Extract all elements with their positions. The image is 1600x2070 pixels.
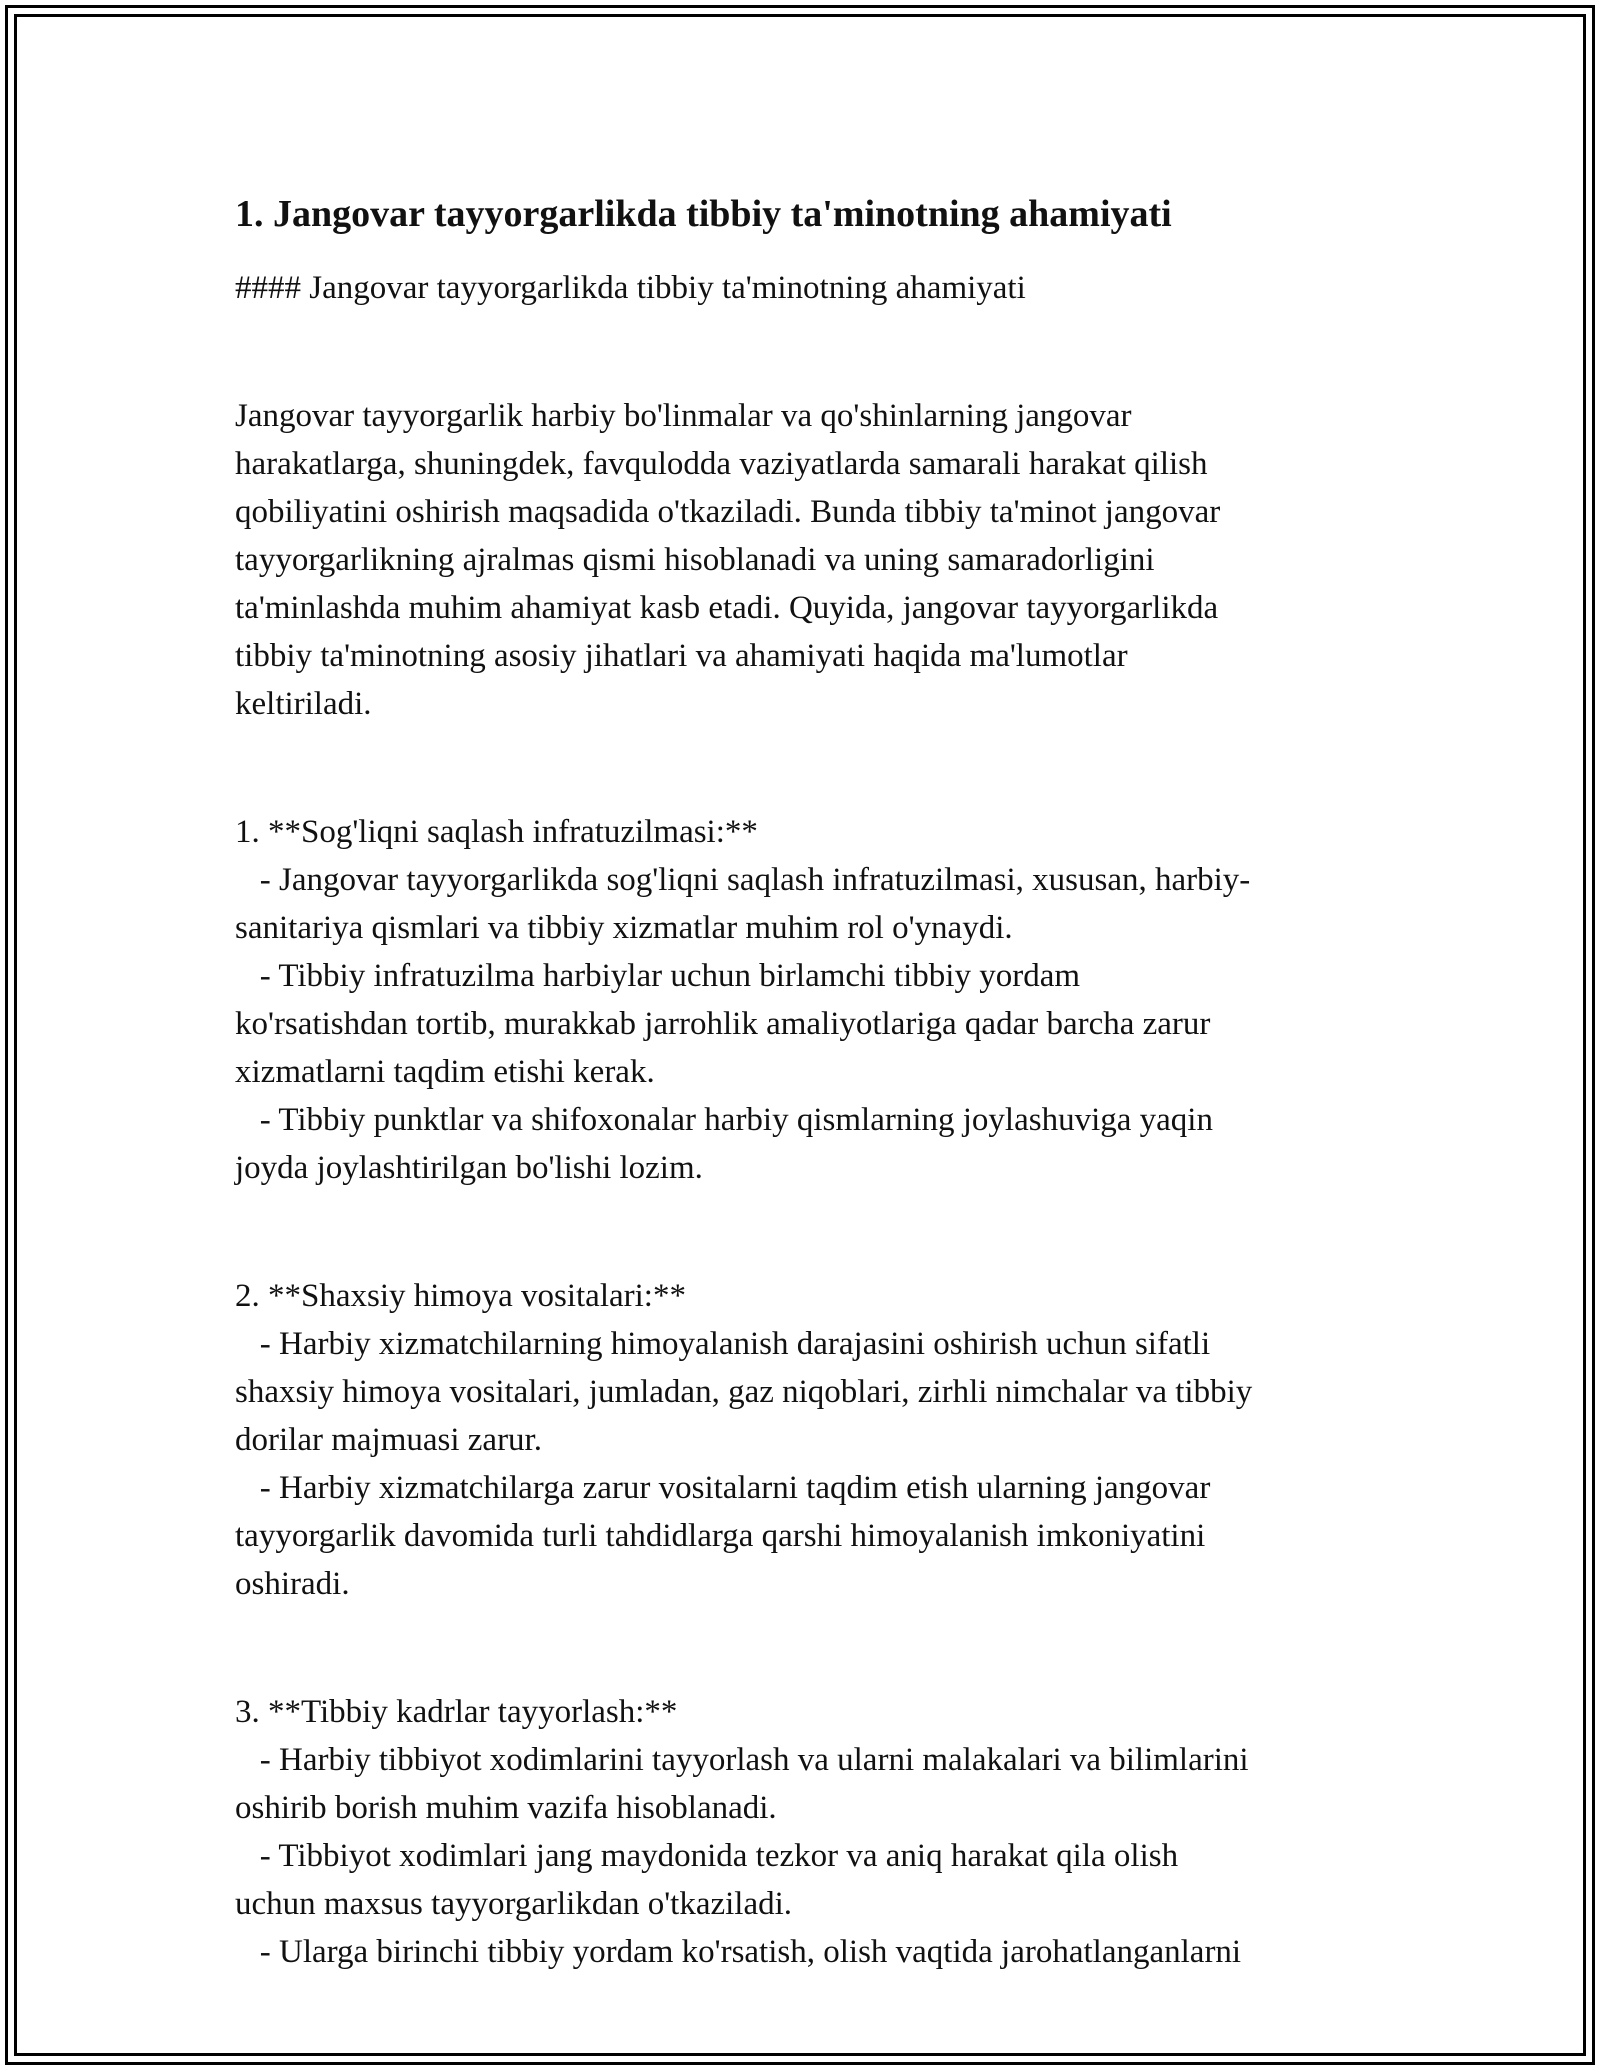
document-title: 1. Jangovar tayyorgarlikda tibbiy ta'minotning ahamiyati: [235, 193, 1172, 235]
text-line: - Tibbiy punktlar va shifoxonalar harbiy qismlarning joylashuviga yaqin: [235, 1102, 1213, 1138]
text-line: 2. **Shaxsiy himoya vositalari:**: [235, 1278, 686, 1314]
document-text: [235, 264, 1375, 1976]
text-line: tayyorgarlik davomida turli tahdidlarga qarshi himoyalanish imkoniyatini: [235, 1518, 1206, 1554]
text-line: sanitariya qismlari va tibbiy xizmatlar muhim rol o'ynaydi.: [235, 910, 1013, 946]
text-line: - Ularga birinchi tibbiy yordam ko'rsatish, olish vaqtida jarohatlanganlarni: [235, 1934, 1242, 1970]
text-line: harakatlarga, shuningdek, favqulodda vaziyatlarda samarali harakat qilish: [235, 446, 1208, 482]
blank-line: [235, 328, 1375, 376]
text-line: xizmatlarni taqdim etishi kerak.: [235, 1054, 655, 1090]
text-line: - Harbiy tibbiyot xodimlarini tayyorlash va ularni malakalari va bilimlarini: [235, 1742, 1249, 1778]
blank-line: [235, 744, 1375, 792]
text-line: shaxsiy himoya vositalari, jumladan, gaz niqoblari, zirhli nimchalar va tibbiy: [235, 1374, 1253, 1410]
text-line: oshiradi.: [235, 1566, 350, 1602]
text-line: - Harbiy xizmatchilarga zarur vositalarni taqdim etish ularning jangovar: [235, 1470, 1211, 1506]
text-line: tibbiy ta'minotning asosiy jihatlari va ahamiyati haqida ma'lumotlar: [235, 638, 1128, 674]
text-line: dorilar majmuasi zarur.: [235, 1422, 542, 1458]
blank-line: [235, 1624, 1375, 1672]
text-line: keltiriladi.: [235, 686, 372, 722]
text-line: oshirib borish muhim vazifa hisoblanadi.: [235, 1790, 777, 1826]
text-line: qobiliyatini oshirish maqsadida o'tkaziladi. Bunda tibbiy ta'minot jangovar: [235, 494, 1221, 530]
text-line: - Tibbiyot xodimlari jang maydonida tezkor va aniq harakat qila olish: [235, 1838, 1179, 1874]
blank-line: [235, 1208, 1375, 1256]
text-line: tayyorgarlikning ajralmas qismi hisoblanadi va uning samaradorligini: [235, 542, 1155, 578]
text-line: joyda joylashtirilgan bo'lishi lozim.: [235, 1150, 703, 1186]
text-line: ta'minlashda muhim ahamiyat kasb etadi. Quyida, jangovar tayyorgarlikda: [235, 590, 1219, 626]
text-line: - Jangovar tayyorgarlikda sog'liqni saqlash infratuzilmasi, xususan, harbiy-: [235, 862, 1251, 898]
document-body: [235, 190, 1375, 1976]
text-line: uchun maxsus tayyorgarlikdan o'tkaziladi.: [235, 1886, 793, 1922]
text-line: Jangovar tayyorgarlik harbiy bo'linmalar va qo'shinlarning jangovar: [235, 398, 1132, 434]
text-line: - Harbiy xizmatchilarning himoyalanish darajasini oshirish uchun sifatli: [235, 1326, 1211, 1362]
text-line: ko'rsatishdan tortib, murakkab jarrohlik amaliyotlariga qadar barcha zarur: [235, 1006, 1211, 1042]
text-line: - Tibbiy infratuzilma harbiylar uchun birlamchi tibbiy yordam: [235, 958, 1081, 994]
text-line: 1. **Sog'liqni saqlash infratuzilmasi:**: [235, 814, 758, 850]
text-line: #### Jangovar tayyorgarlikda tibbiy ta'minotning ahamiyati: [235, 270, 1026, 306]
text-line: 3. **Tibbiy kadrlar tayyorlash:**: [235, 1694, 678, 1730]
